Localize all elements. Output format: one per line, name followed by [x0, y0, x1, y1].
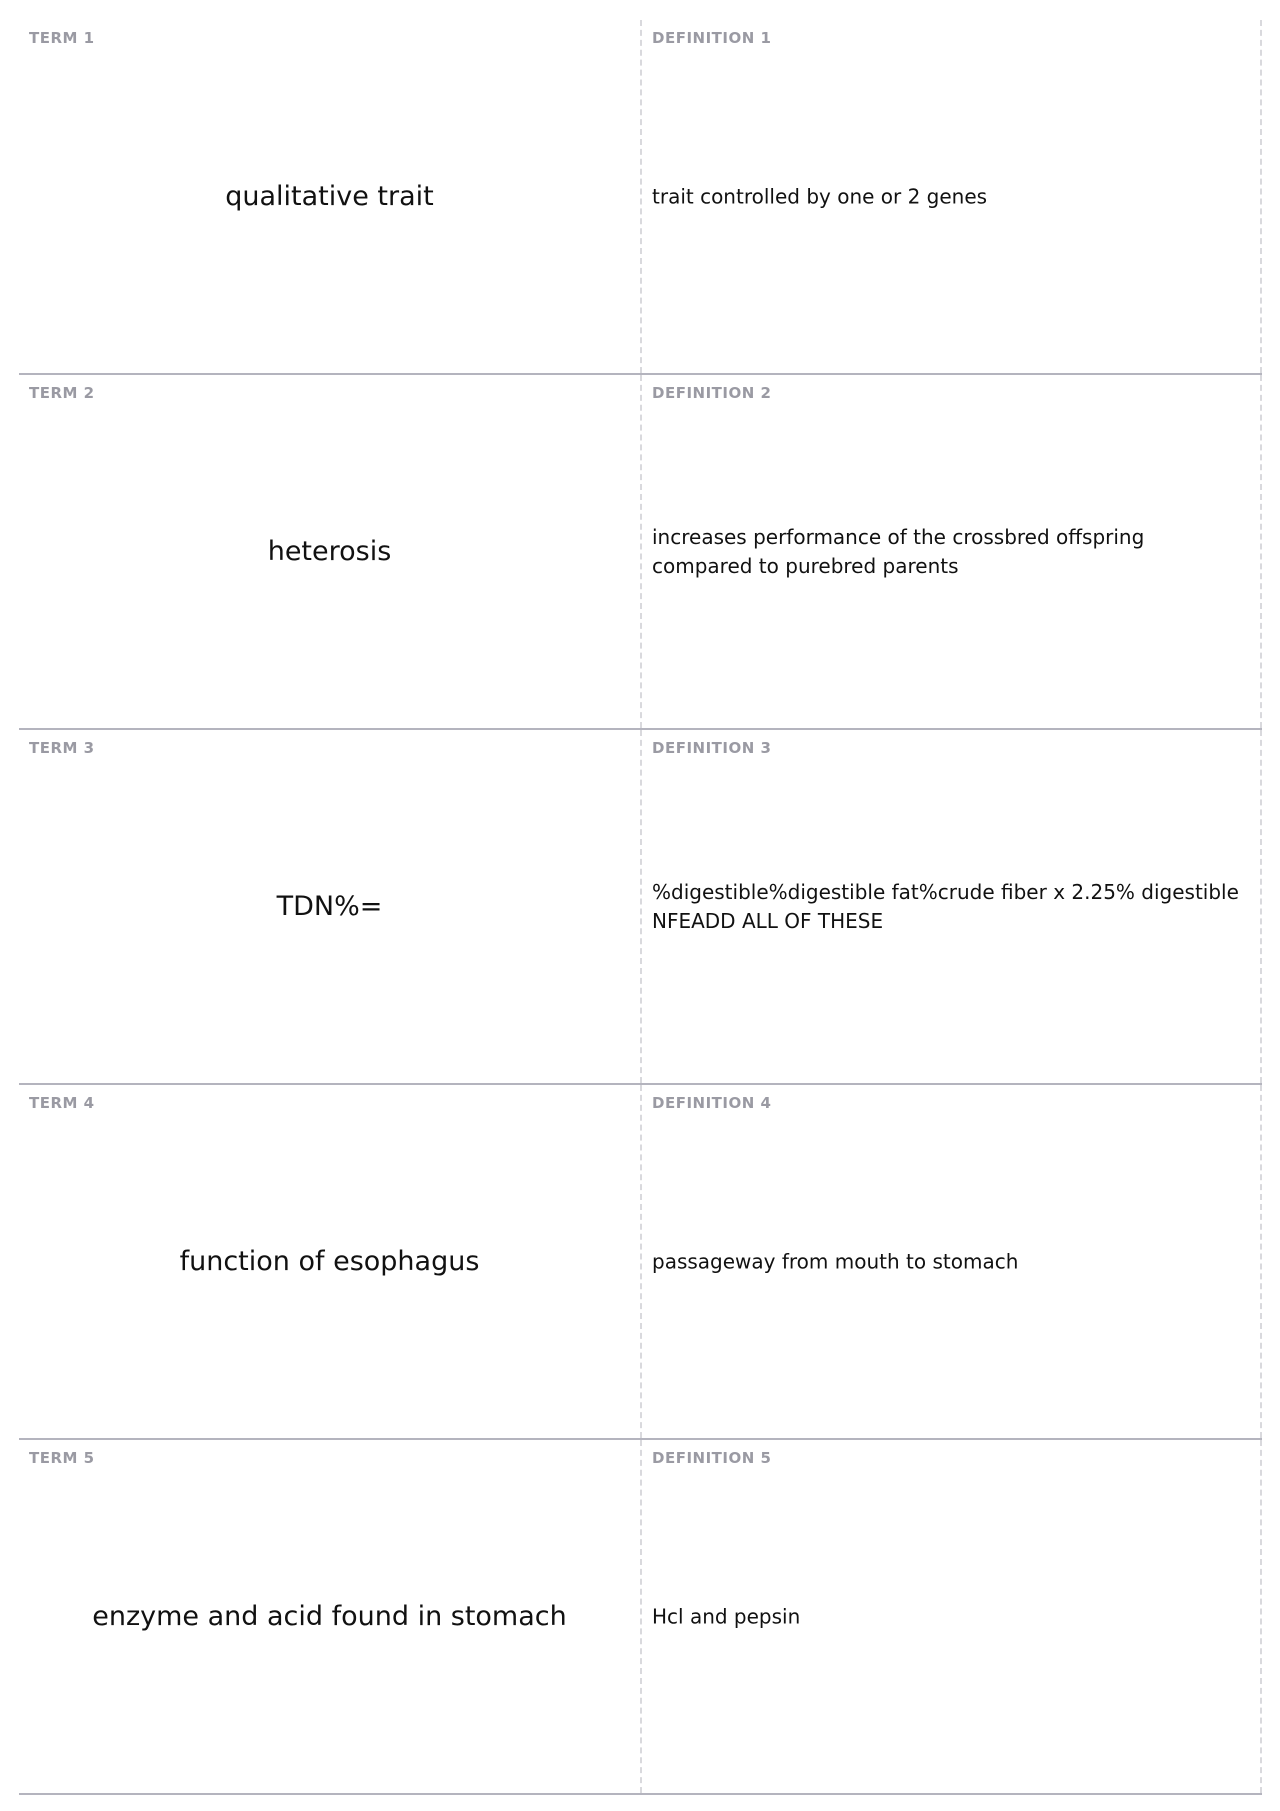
definition-cell: [642, 1440, 1262, 1793]
definition-text: trait controlled by one or 2 genes: [652, 184, 988, 208]
definition-label: DEFINITION 1: [652, 29, 772, 47]
term-cell: [19, 1440, 642, 1793]
definition-label: DEFINITION 2: [652, 384, 772, 402]
definition-cell: [642, 730, 1262, 1083]
definition-label: DEFINITION 3: [652, 739, 772, 757]
term-label: TERM 5: [29, 1449, 95, 1467]
definition-text: passageway from mouth to stomach: [652, 1249, 1019, 1273]
term-text: heterosis: [267, 535, 392, 567]
definition-text: %digestible%digestible fat%crude fiber x 2.25% digestible NFEADD ALL OF THESE: [652, 879, 1239, 933]
term-cell: [19, 20, 642, 373]
term-label: TERM 4: [29, 1094, 95, 1112]
definition-cell: [642, 375, 1262, 728]
flashcard-sheet: [19, 20, 1262, 1795]
term-cell: [19, 730, 642, 1083]
definition-cell: [642, 1085, 1262, 1438]
term-text: qualitative trait: [225, 180, 434, 212]
definition-cell: [642, 20, 1262, 373]
card-row-3: [19, 730, 1262, 1085]
term-text: function of esophagus: [179, 1245, 480, 1277]
card-row-5: [19, 1440, 1262, 1795]
card-row-4: [19, 1085, 1262, 1440]
term-cell: [19, 375, 642, 728]
term-text: TDN%=: [276, 890, 383, 922]
card-row-2: [19, 375, 1262, 730]
term-label: TERM 2: [29, 384, 95, 402]
term-label: TERM 1: [29, 29, 95, 47]
term-cell: [19, 1085, 642, 1438]
definition-label: DEFINITION 5: [652, 1449, 772, 1467]
term-label: TERM 3: [29, 739, 95, 757]
definition-text: increases performance of the crossbred offspring compared to purebred parents: [652, 524, 1145, 578]
card-row-1: [19, 20, 1262, 375]
definition-text: Hcl and pepsin: [652, 1604, 801, 1628]
definition-label: DEFINITION 4: [652, 1094, 772, 1112]
term-text: enzyme and acid found in stomach: [92, 1600, 567, 1632]
